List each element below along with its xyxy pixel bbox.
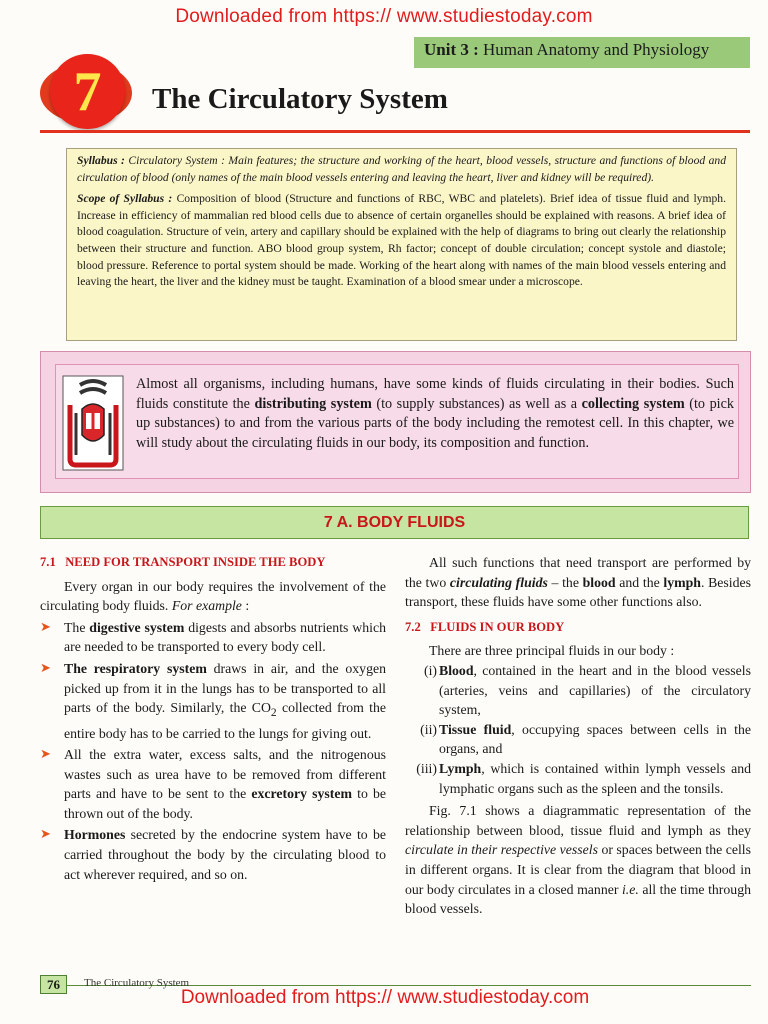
section-7-1-title: NEED FOR TRANSPORT INSIDE THE BODY: [65, 555, 326, 569]
watermark-bottom: Downloaded from https:// www.studiestoday.com: [180, 987, 590, 1008]
fluid-item-lymph: [405, 759, 751, 798]
bullet-respiratory: [40, 659, 386, 743]
bullet-digestive-pre: The: [64, 619, 90, 635]
heart-circulation-icon: [62, 375, 124, 476]
section-7-2-number: 7.2: [405, 619, 421, 634]
unit-banner: [414, 37, 750, 68]
scope-label: Scope of Syllabus :: [77, 192, 173, 206]
right-p1-mid: – the: [547, 574, 583, 590]
intro-bold-collecting: collecting system: [581, 395, 685, 412]
intro-inner-frame: [55, 364, 739, 479]
scope-text: Composition of blood (Structure and functions of RBC, WBC and platelets). Brief idea of tissue fluid and lymph. Increase in efficiency of mammalian red blood cells due to absence of certain organelles should be explained with reasons. A brief idea of blood coagulation. Structure of vein, artery and capillary should be explained with the help of diagrams to bring out clearly the relationship between their structure and function. ABO blood group system, Rh factor; concept of double circulation; concept systole and diastole; blood pressure. Reference to portal system should be made. Working of the heart along with names of the main blood vessels entering and leaving the heart, the liver and the kidney must be taught. Examination of a blood smear under a microscope.: [77, 192, 726, 289]
right-p1-mid2: and the: [615, 574, 664, 590]
right-p3-em: circulate in their respective vessels: [405, 842, 598, 858]
bullet-excretory-bold: excretory system: [251, 786, 352, 802]
fluid-item-number: (iii): [416, 760, 437, 776]
left-intro-example: For example: [171, 598, 242, 614]
bullet-excretory-pre: All the extra water, excess salts, and the nitrogenous wastes such as urea have to be removed from different parts and have to be sent to the: [64, 747, 386, 802]
left-intro-end: :: [241, 598, 250, 614]
watermark-top: Downloaded from https:// www.studiestoday.com: [175, 6, 593, 27]
unit-title: Human Anatomy and Physiology: [483, 40, 710, 59]
section-7-1-number: 7.1: [40, 555, 56, 569]
section-heading-body-fluids: 7 A. BODY FLUIDS: [40, 506, 749, 539]
right-p1-lymph: lymph: [663, 574, 701, 590]
bullet-arrow-icon: ➤: [40, 747, 51, 763]
right-p1-text: All such functions that need transport are performed by the two: [405, 555, 751, 590]
left-intro-paragraph: [40, 577, 386, 616]
fluid-item-tissue-bold: Tissue fluid: [439, 721, 512, 737]
right-p1-em: circulating fluids: [449, 574, 548, 590]
left-intro-text: Every organ in our body requires the involvement of the circulating body fluids.: [40, 578, 386, 614]
title-divider: [40, 130, 750, 133]
syllabus-box: [66, 148, 737, 341]
intro-bold-distributing: distributing system: [254, 395, 372, 412]
intro-text-3: (to pick up substances) to and from the various parts of the body including the remotest cell. In this chapter, we will study about the circulating fluids in our body, its composition and function.: [136, 395, 734, 451]
right-p3-em2: i.e.: [621, 881, 639, 897]
bullet-respiratory-bold: The respiratory system: [64, 660, 207, 676]
fluid-item-blood-text: , contained in the heart and in the blood vessels (arteries, veins and capillaries) of the circulatory system,: [439, 662, 751, 718]
chapter-title: The Circulatory System: [152, 83, 448, 115]
bullet-respiratory-post: draws in air, and the oxygen picked up from it in the lungs has to be transported to all parts of the body. Similarly, the CO: [64, 660, 386, 716]
right-fluids-intro: There are three principal fluids in our body :: [429, 643, 675, 659]
scope-paragraph: [77, 191, 726, 291]
footer-chapter-label: The Circulatory System: [84, 977, 190, 989]
right-transport-paragraph: [405, 553, 751, 612]
section-7-2-title: FLUIDS IN OUR BODY: [430, 619, 565, 634]
intro-paragraph: [136, 375, 734, 453]
bullet-respiratory-post2: collected from the entire body has to be carried to the lungs for giving out.: [64, 700, 386, 741]
intro-text-1: Almost all organisms, including humans, have some kinds of fluids circulating in their bodies. Such fluids constitute the: [136, 376, 734, 412]
left-column: [40, 553, 386, 884]
bullet-excretory: [40, 745, 386, 823]
fluid-item-blood-bold: Blood: [439, 662, 474, 678]
right-p3-mid: or spaces between the cells in different organs. It is clear from the diagram that blood in our body circulates in a closed manner: [405, 842, 751, 897]
right-p3-end: all the time through blood vessels.: [405, 881, 751, 917]
bullet-hormones-post: secreted by the endocrine system have to be carried throughout the body by the circulating blood to act wherever required, and so on.: [64, 827, 386, 882]
fluid-item-lymph-bold: Lymph: [439, 760, 482, 776]
fluid-item-number: (ii): [420, 721, 437, 737]
page-number: 76: [40, 975, 67, 994]
fluid-item-tissue: [405, 720, 751, 759]
syllabus-label: Syllabus :: [77, 154, 125, 167]
right-column: [405, 553, 751, 919]
bullet-hormones-bold: Hormones: [64, 827, 126, 843]
section-7-2-heading: [405, 618, 751, 638]
section-7-1-heading: [40, 553, 386, 573]
syllabus-text: Circulatory System : Main features; the structure and working of the heart, blood vessels, structure and functions of blood and circulation of blood (only names of the main blood vessels entering and leaving the heart, liver and kidney will be required).: [77, 154, 726, 184]
chapter-number-badge: 7: [50, 54, 125, 129]
bullet-hormones: [40, 825, 386, 884]
right-p3-text: Fig. 7.1 shows a diagrammatic representation of the relationship between blood, tissue fluid and lymph as they: [405, 803, 751, 838]
bullet-digestive-post: digests and absorbs nutrients which are needed to be transported to every body cell.: [64, 619, 386, 655]
bullet-arrow-icon: ➤: [40, 827, 51, 843]
right-p1-end: . Besides transport, these fluids have some other functions also.: [405, 574, 752, 610]
intro-box: [40, 351, 751, 493]
bullet-arrow-icon: ➤: [40, 660, 51, 676]
right-figure-paragraph: [405, 801, 751, 919]
fluid-item-number: (i): [423, 662, 437, 678]
right-p1-blood: blood: [582, 574, 616, 590]
bullet-digestive: [40, 618, 386, 657]
intro-text-2: (to supply substances) as well as a: [371, 395, 582, 412]
fluid-item-blood: [405, 661, 751, 720]
bullet-arrow-icon: ➤: [40, 619, 51, 635]
bullet-excretory-post: to be thrown out of the body.: [64, 786, 386, 821]
unit-label: Unit 3 :: [424, 40, 479, 59]
syllabus-paragraph: [77, 153, 726, 186]
bullet-respiratory-sub: 2: [270, 706, 277, 719]
fluid-item-lymph-text: , which is contained within lymph vessels and lymphatic organs such as the spleen and the tonsils.: [439, 760, 751, 796]
bullet-digestive-bold: digestive system: [89, 619, 185, 635]
fluid-item-tissue-text: , occupying spaces between cells in the organs, and: [439, 721, 751, 757]
